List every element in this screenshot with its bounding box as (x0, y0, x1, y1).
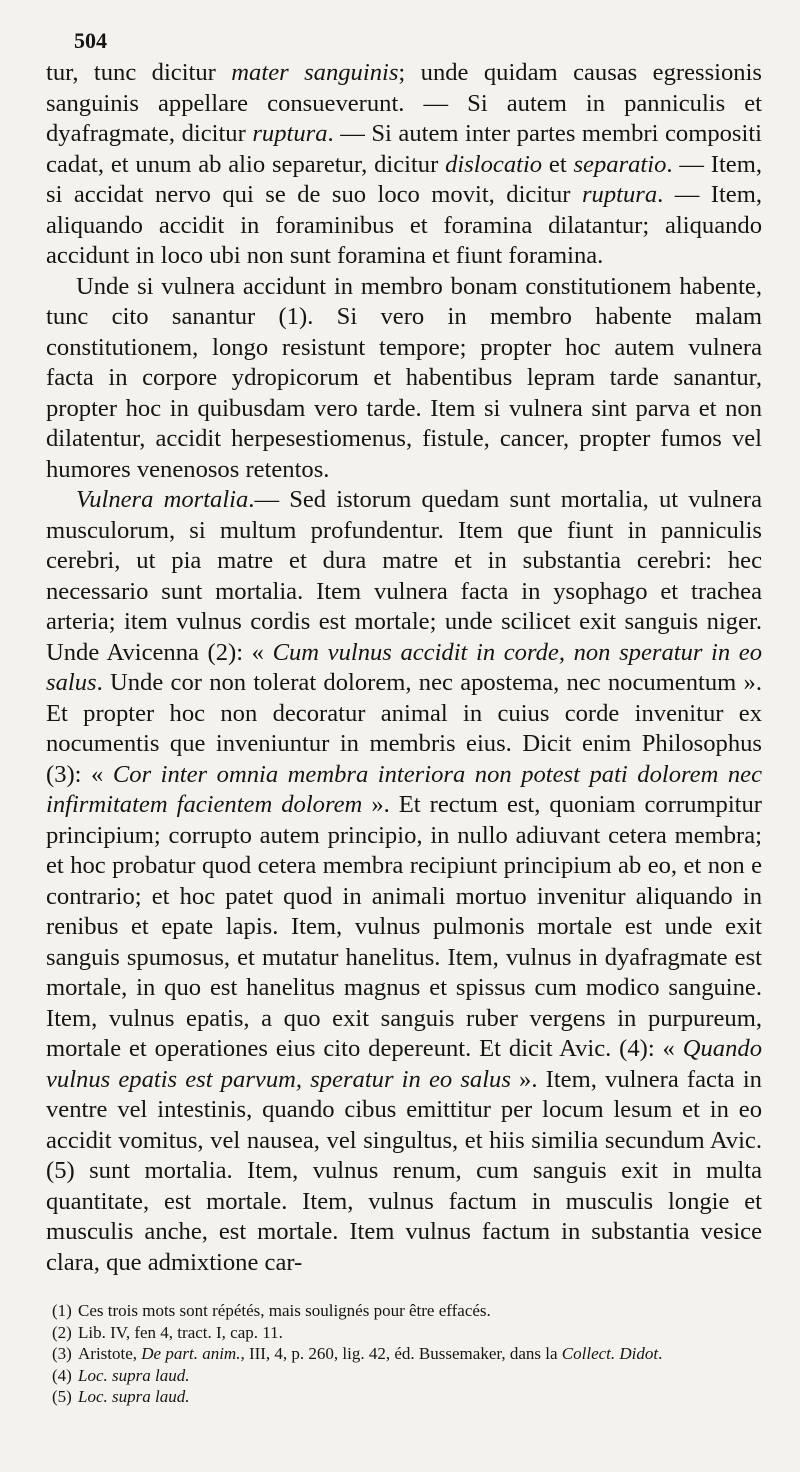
footnote-text (78, 1323, 283, 1342)
footnote-number: (1) (52, 1301, 72, 1320)
italic-text: Vulnera mortalia (76, 486, 249, 513)
text-run: , III, 4, p. 260, lig. 42, éd. Bussemaker, dans la (240, 1344, 562, 1363)
text-run: . Unde cor non tolerat dolorem, nec apostema, nec nocumentum ». Et propter hoc non decoratur animal in cuius corde invenitur ex nocumentis que inveniuntur in membris eius. Dicit enim Philosophus (3): « (46, 669, 762, 788)
text-run: . — Item, aliquando accidit in foraminibus et foramina dilatantur; aliquando accidunt in loco ubi non sunt foramina et fiunt foramina. (46, 181, 762, 269)
italic-text: separatio (573, 150, 667, 178)
italic-text: Cor inter omnia membra interiora non potest pati dolorem nec infirmitatem facientem dolorem (46, 760, 762, 818)
text-run: Lib. IV, fen 4, tract. I, cap. 11. (78, 1322, 283, 1342)
italic-text: ruptura (252, 120, 328, 147)
italic-text: mater sanguinis (231, 59, 399, 86)
footnote (46, 1300, 762, 1322)
footnote-text (78, 1387, 189, 1406)
page-number: 504 (74, 28, 107, 53)
italic-text: Collect. Didot (561, 1344, 659, 1363)
text-run: .— Sed istorum quedam sunt mortalia, ut vulnera musculorum, si multum profundentur. Item que fiunt in panniculis cerebri, ut pia matre et dura matre et in substantia cerebri: hec necessario sunt mortalia. Item vulnera facta in ysophago et trachea arteria; item vulnus cordis est mortale; unde scilicet exit sanguis niger. Unde Avicenna (2): « (46, 486, 762, 666)
text-run: Unde si vulnera accidunt in membro bonam constitutionem habente, tunc cito sanantur (1). Si vero in membro habente malam constitutionem, longo resistunt tempore; propter hoc autem vulnera facta in corpore ydropicorum et habentibus lepram tarde sanantur, propter hoc in quibusdam vero tarde. Item si vulnera sint parva et non dilatentur, accidit herpesestiomenus, fistule, cancer, propter fumos vel humores venenosos retentos. (46, 272, 762, 483)
text-run: Aristote, (78, 1344, 142, 1363)
italic-text: Quando vulnus epatis est parvum, speratur in eo salus (46, 1035, 762, 1093)
italic-text: Loc. supra laud. (78, 1365, 190, 1385)
text-run: . — Item, si accidat nervo qui se de suo loco movit, dicitur (46, 150, 762, 208)
text-run: tur, tunc dicitur (46, 59, 232, 86)
footnote-number: (4) (52, 1365, 72, 1385)
footnote-number: (2) (52, 1322, 72, 1342)
footnote (46, 1343, 762, 1365)
footnote (46, 1322, 762, 1344)
paragraph (46, 485, 762, 1278)
text-run: ; unde quidam causas egressionis sanguinis appellare consueverunt. — Si autem in panniculis et dyafragmate, dicitur (46, 59, 762, 147)
footnote (46, 1386, 762, 1408)
footnote-number: (3) (52, 1344, 72, 1363)
italic-text: Loc. supra laud. (78, 1387, 190, 1406)
text-run: Ces trois mots sont répétés, mais soulignés pour être effacés. (78, 1301, 491, 1320)
paragraph (46, 272, 762, 486)
text-run: et (542, 150, 574, 178)
main-text (46, 58, 762, 1278)
text-run: . (658, 1344, 663, 1363)
footnotes (46, 1300, 762, 1408)
text-run: ». Et rectum est, quoniam corrumpitur principium; corrupto autem principio, in nullo adiuvant cetera membra; et hoc probatur quod cetera membra recipiunt principium ab eo, et non e contrario; et hoc patet quod in animali mortuo invenitur aliquando in renibus et epate lapis. Item, vulnus pulmonis mortale est unde exit sanguis spumosus, et mutatur hanelitus. Item, vulnus in dyafragmate est mortale, in quo est hanelitus magnus et spissus cum modico sanguine. Item, vulnus epatis, a quo exit sanguis ruber vergens in purpureum, mortale et operationes eius cito depereunt. Et dicit Avic. (4): « (46, 791, 762, 1062)
italic-text: ruptura (581, 181, 658, 208)
italic-text: De part. anim. (141, 1344, 241, 1363)
text-run: ». Item, vulnera facta in ventre vel intestinis, quando cibus emittitur per locum lesum et in eo accidit vomitus, vel nausea, vel singultus, et hiis similia secundum Avic. (5) sunt mortalia. Item, vulnus renum, cum sanguis exit in multa quantitate, est mortale. Item, vulnus factum in musculis longie et musculis anche, est mortale. Item vulnus factum in substantia vesice clara, que admixtione car- (46, 1065, 762, 1276)
text-run: . — Si autem inter partes membri compositi cadat, et unum ab alio separetur, dicitur (46, 120, 762, 178)
footnote-text (78, 1301, 491, 1320)
italic-text: Cum vulnus accidit in corde, non speratur in eo salus (46, 638, 762, 696)
footnote (46, 1365, 762, 1387)
footnote-text (78, 1366, 189, 1385)
footnote-text (78, 1344, 662, 1363)
paragraph (46, 58, 762, 272)
italic-text: dislocatio (445, 150, 543, 178)
footnote-number: (5) (52, 1387, 72, 1406)
